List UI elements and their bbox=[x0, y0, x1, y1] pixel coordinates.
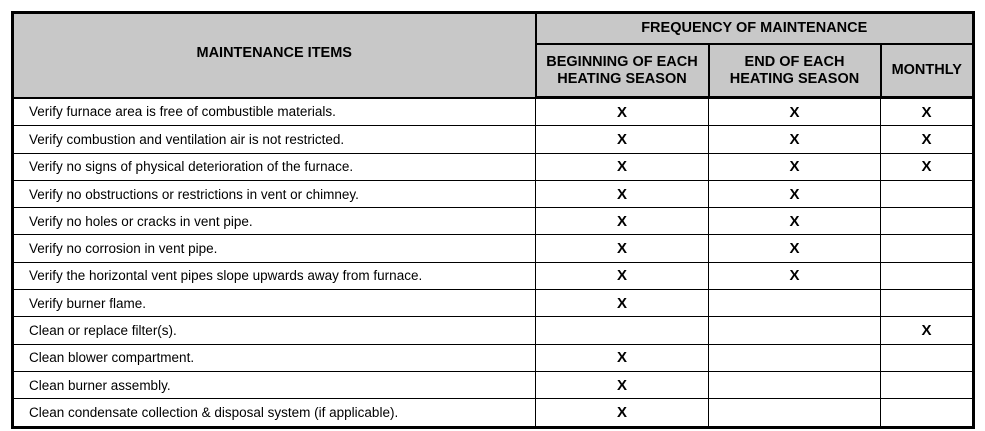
monthly-mark-cell: X bbox=[881, 153, 974, 180]
beginning-mark-cell: X bbox=[536, 290, 709, 317]
maintenance-item-cell: Clean or replace filter(s). bbox=[13, 317, 536, 344]
end-header-line2: HEATING SEASON bbox=[729, 70, 860, 87]
beginning-header-line1: BEGINNING OF EACH bbox=[546, 53, 698, 70]
table-header bbox=[13, 13, 974, 98]
end-mark-cell bbox=[709, 344, 881, 371]
end-mark-cell: X bbox=[709, 208, 881, 235]
maintenance-item-cell: Verify combustion and ventilation air is not restricted. bbox=[13, 126, 536, 153]
maintenance-table-container bbox=[11, 11, 972, 429]
end-mark-cell bbox=[709, 317, 881, 344]
table-row bbox=[13, 290, 974, 317]
table-row bbox=[13, 371, 974, 398]
maintenance-item-cell: Verify furnace area is free of combustible materials. bbox=[13, 98, 536, 126]
beginning-mark-cell: X bbox=[536, 98, 709, 126]
maintenance-item-cell: Verify the horizontal vent pipes slope upwards away from furnace. bbox=[13, 262, 536, 289]
end-mark-cell: X bbox=[709, 98, 881, 126]
end-mark-cell: X bbox=[709, 235, 881, 262]
monthly-mark-cell: X bbox=[881, 98, 974, 126]
beginning-mark-cell: X bbox=[536, 153, 709, 180]
end-mark-cell: X bbox=[709, 126, 881, 153]
maintenance-item-cell: Clean burner assembly. bbox=[13, 371, 536, 398]
table-row bbox=[13, 235, 974, 262]
beginning-mark-cell: X bbox=[536, 399, 709, 427]
end-header-line1: END OF EACH bbox=[744, 53, 845, 70]
end-mark-cell: X bbox=[709, 180, 881, 207]
table-row bbox=[13, 180, 974, 207]
monthly-mark-cell bbox=[881, 208, 974, 235]
maintenance-item-cell: Verify no obstructions or restrictions in vent or chimney. bbox=[13, 180, 536, 207]
table-row bbox=[13, 262, 974, 289]
maintenance-item-cell: Verify no holes or cracks in vent pipe. bbox=[13, 208, 536, 235]
table-row bbox=[13, 399, 974, 427]
beginning-mark-cell: X bbox=[536, 180, 709, 207]
monthly-mark-cell bbox=[881, 371, 974, 398]
maintenance-schedule-table bbox=[11, 11, 975, 429]
beginning-mark-cell: X bbox=[536, 208, 709, 235]
monthly-mark-cell bbox=[881, 235, 974, 262]
beginning-mark-cell: X bbox=[536, 344, 709, 371]
maintenance-item-cell: Verify no signs of physical deterioration of the furnace. bbox=[13, 153, 536, 180]
frequency-header: FREQUENCY OF MAINTENANCE bbox=[536, 13, 974, 45]
end-mark-cell bbox=[709, 399, 881, 427]
monthly-mark-cell bbox=[881, 344, 974, 371]
beginning-header-line2: HEATING SEASON bbox=[557, 70, 687, 87]
end-mark-cell bbox=[709, 371, 881, 398]
beginning-mark-cell: X bbox=[536, 126, 709, 153]
table-row bbox=[13, 344, 974, 371]
end-of-season-header bbox=[709, 44, 881, 98]
maintenance-item-cell: Clean blower compartment. bbox=[13, 344, 536, 371]
maintenance-item-cell: Verify burner flame. bbox=[13, 290, 536, 317]
monthly-mark-cell bbox=[881, 399, 974, 427]
table-row bbox=[13, 126, 974, 153]
monthly-mark-cell bbox=[881, 262, 974, 289]
beginning-mark-cell bbox=[536, 317, 709, 344]
maintenance-item-cell: Verify no corrosion in vent pipe. bbox=[13, 235, 536, 262]
maintenance-items-header: MAINTENANCE ITEMS bbox=[13, 13, 536, 98]
beginning-mark-cell: X bbox=[536, 371, 709, 398]
beginning-mark-cell: X bbox=[536, 262, 709, 289]
end-mark-cell bbox=[709, 290, 881, 317]
table-row bbox=[13, 98, 974, 126]
monthly-mark-cell: X bbox=[881, 317, 974, 344]
end-mark-cell: X bbox=[709, 153, 881, 180]
beginning-of-season-header bbox=[536, 44, 709, 98]
table-row bbox=[13, 153, 974, 180]
beginning-mark-cell: X bbox=[536, 235, 709, 262]
table-body bbox=[13, 98, 974, 428]
monthly-mark-cell: X bbox=[881, 126, 974, 153]
table-row bbox=[13, 208, 974, 235]
monthly-header: MONTHLY bbox=[881, 44, 974, 98]
monthly-mark-cell bbox=[881, 290, 974, 317]
table-row bbox=[13, 317, 974, 344]
maintenance-item-cell: Clean condensate collection & disposal system (if applicable). bbox=[13, 399, 536, 427]
end-mark-cell: X bbox=[709, 262, 881, 289]
monthly-mark-cell bbox=[881, 180, 974, 207]
